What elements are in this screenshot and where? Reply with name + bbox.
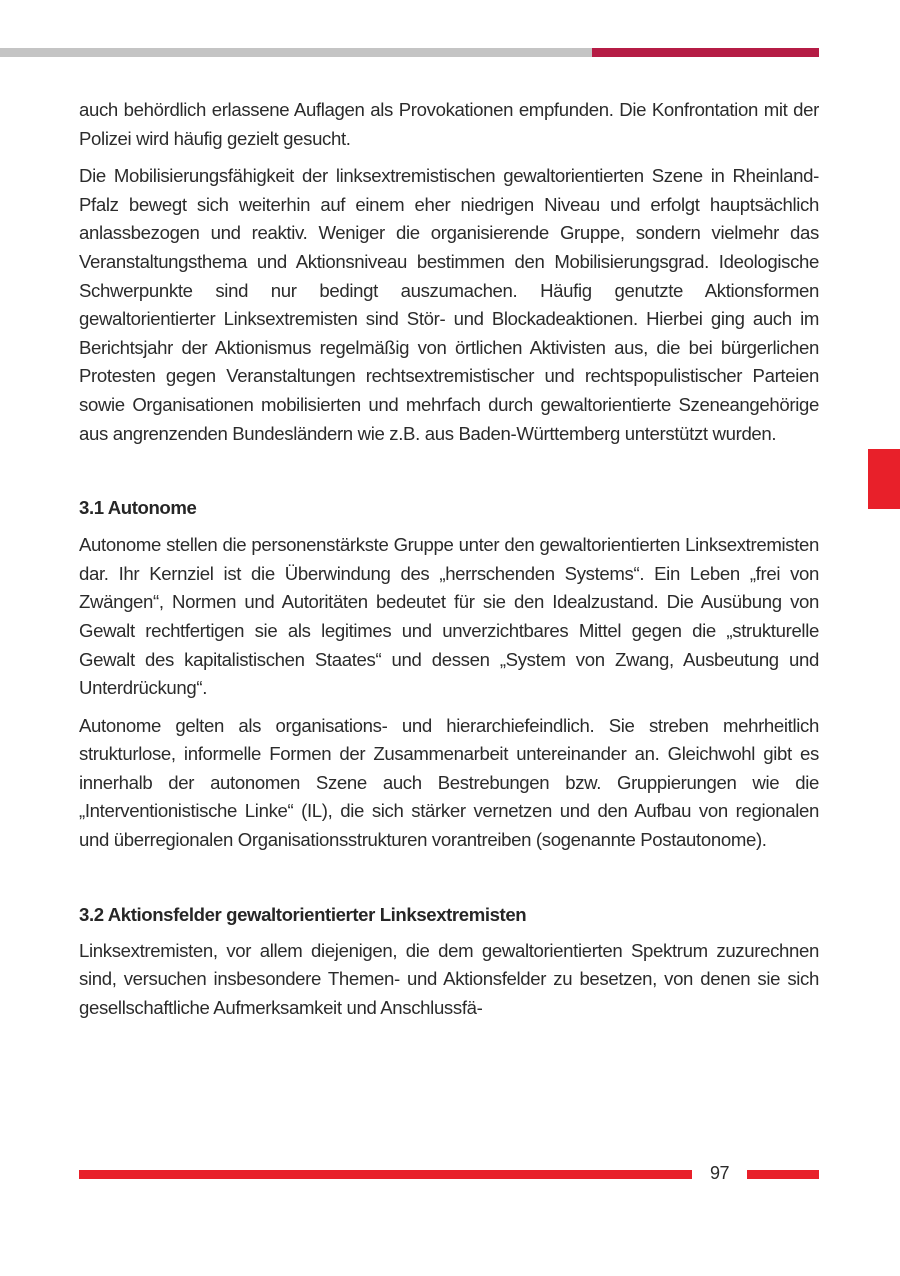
paragraph-aktionsfelder: Linksextremisten, vor allem diejenigen, die dem gewaltorientierten Spektrum zuzurechnen sind, versuchen insbesondere Themen- und Aktionsfelder zu besetzen, von denen sie sich gesellschaftliche Aufmerksamkeit und Anschlussfä- [79,939,819,1018]
chapter-tab-marker [868,449,900,509]
section-heading: 3.2 Aktionsfelder gewaltorientierter Linksextremisten [79,903,527,925]
paragraph-mobilisierung: Die Mobilisierungsfähigkeit der linksextremistischen gewaltorientierten Szene in Rheinland-Pfalz bewegt sich weiterhin auf einem eher niedrigen Niveau und erfolgt hauptsächlich anlassbezogen und reaktiv. Weniger die organisierende Gruppe, sondern vielmehr das Veranstaltungsthema und Aktionsniveau bestimmen den Mobilisierungsgrad. Ideologische Schwerpunkte sind nur bedingt auszumachen. Häufig genutzte Aktionsformen gewaltorientierter Linksextremisten sind Stör- und Blockadeaktionen. Hierbei ging auch im Berichtsjahr der Aktionismus regelmäßig von örtlichen Aktivisten aus, die bei bürgerlichen Protesten gegen Veranstaltungen rechtsextremistischer und rechtspopulistischer Parteien sowie Organisationen mobilisierten und mehrfach durch gewaltorientierte Szeneangehörige aus angrenzenden Bundesländern wie z.B. aus Baden-Württemberg unterstützt wurden. [79,165,819,444]
footer-rule-left [79,1170,692,1179]
header-rule-accent [592,48,819,57]
paragraph-autonome-organisation: Autonome gelten als organisations- und hierarchiefeindlich. Sie streben mehrheitlich strukturlose, informelle Formen der Zusammenarbeit untereinander an. Gleichwohl gibt es innerhalb der autonomen Szene auch Bestrebungen bzw. Gruppierungen wie die „Interventionistische Linke“ (IL), die sich stärker vernetzen und den Aufbau von regionalen und überregionalen Organisationsstrukturen vorantreiben (sogenannte Postautonome). [79,714,819,851]
section-3-1-autonome [79,494,819,855]
page-body [79,96,819,1022]
section-heading: 3.1 Autonome [79,497,197,519]
page-number: 97 [709,1163,730,1183]
header-rule-gray [0,48,592,57]
paragraph-autonome-definition: Autonome stellen die personenstärkste Gruppe unter den gewaltorientierten Linksextremisten dar. Ihr Kernziel ist die Überwindung des „herrschenden Systems“. Ein Leben „frei von Zwängen“, Normen und Autoritäten bedeutet für sie den Idealzustand. Die Ausübung von Gewalt rechtfertigen sie als legitimes und unverzichtbares Mittel gegen die „strukturelle Gewalt des kapitalistischen Staates“ und dessen „System von Zwang, Ausbeutung und Unterdrückung“. [79,534,819,699]
footer-rule-right [747,1170,819,1179]
paragraph-continuation: auch behördlich erlassene Auflagen als Provokationen empfunden. Die Konfrontation mit der Polizei wird häufig gezielt gesucht. [79,99,819,149]
section-3-2-aktionsfelder [79,901,819,1023]
